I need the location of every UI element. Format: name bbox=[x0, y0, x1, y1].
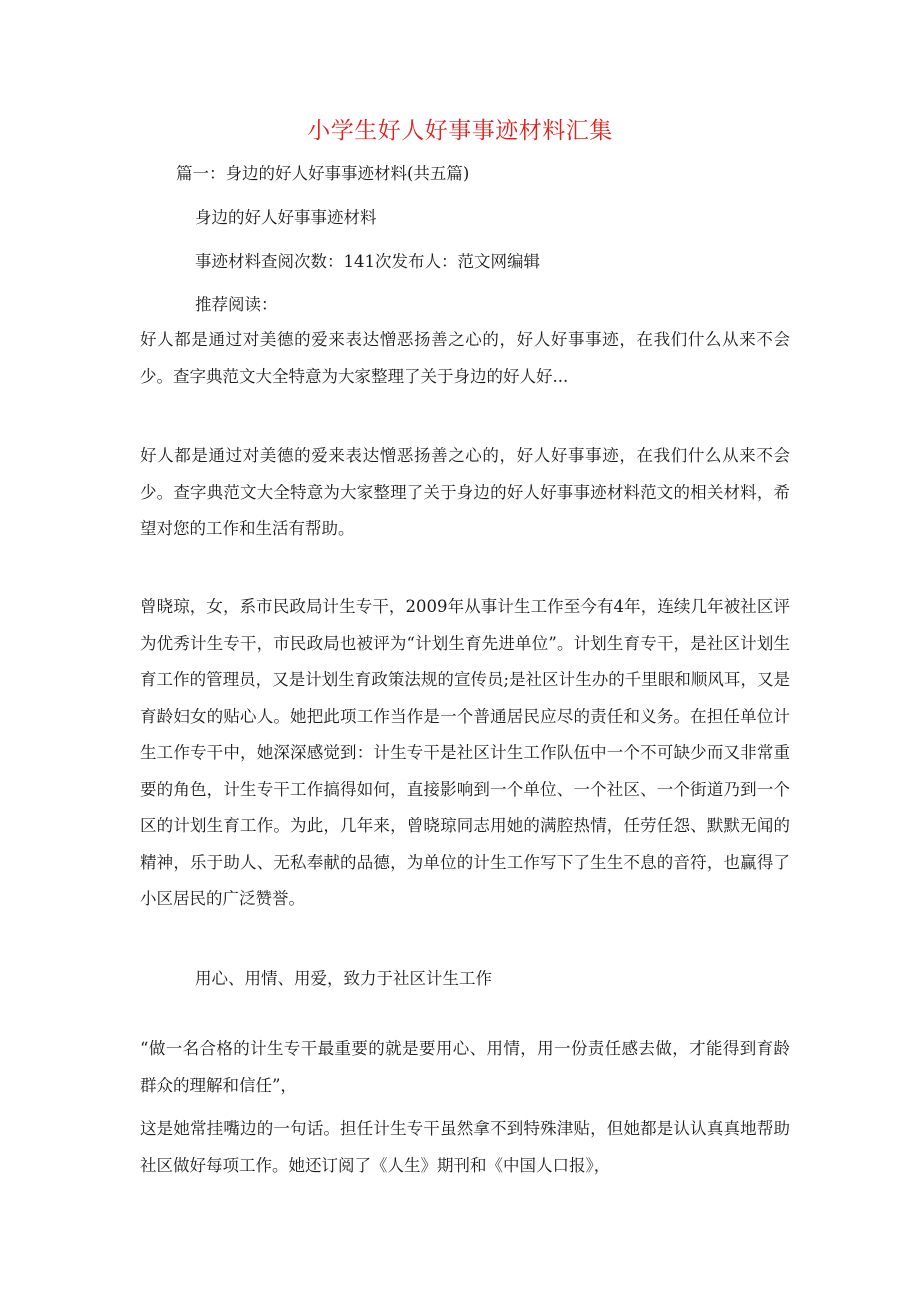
quote-paragraph: “做一名合格的计生专干最重要的就是要用心、用情，用一份责任感去做，才能得到育龄群众的理解和信任”， bbox=[140, 1039, 790, 1095]
summary-paragraph: 好人都是通过对美德的爱来表达憎恶扬善之心的，好人好事事迹，在我们什么从来不会少。查字典范文大全特意为大家整理了关于身边的好人好... bbox=[140, 330, 790, 386]
document-title: 小学生好人好事事迹材料汇集 bbox=[307, 118, 613, 144]
subheading: 用心、用情、用爱，致力于社区计生工作 bbox=[195, 969, 492, 988]
article-heading: 身边的好人好事事迹材料 bbox=[195, 208, 377, 227]
section-heading: 篇一：身边的好人好事事迹材料(共五篇) bbox=[176, 164, 470, 183]
article-meta: 事迹材料查阅次数：141次发布人：范文网编辑 bbox=[195, 252, 540, 271]
main-paragraph: 曾晓琼，女，系市民政局计生专干，2009年从事计生工作至今有4年，连续几年被社区评为优秀计生专干，市民政局也被评为“计划生育先进单位”。计划生育专干，是社区计划生育工作的管理员，又是计划生育政策法规的宣传员;是社区计生办的千里眼和顺风耳，又是育龄妇女的贴心人。她把此项工作当作是一个普通居民应尽的责任和义务。在担任单位计生工作专干中，她深深感觉到：计生专干是社区计生工作队伍中一个不可缺少而又非常重要的角色，计生专干工作搞得如何，直接影响到一个单位、一个社区、一个街道乃到一个区的计划生育工作。为此，几年来，曾晓琼同志用她的满腔热情，任劳任怨、默默无闻的精神，乐于助人、无私奉献的品德，为单位的计生工作写下了生生不息的音符，也赢得了小区居民的广泛赞誉。 bbox=[140, 597, 790, 908]
intro-paragraph: 好人都是通过对美德的爱来表达憎恶扬善之心的，好人好事事迹，在我们什么从来不会少。查字典范文大全特意为大家整理了关于身边的好人好事事迹材料范文的相关材料，希望对您的工作和生活有帮助。 bbox=[140, 446, 790, 538]
recommend-label: 推荐阅读： bbox=[195, 295, 278, 314]
closing-paragraph: 这是她常挂嘴边的一句话。担任计生专干虽然拿不到特殊津贴，但她都是认认真真地帮助社区做好每项工作。她还订阅了《人生》期刊和《中国人口报》， bbox=[140, 1119, 790, 1175]
